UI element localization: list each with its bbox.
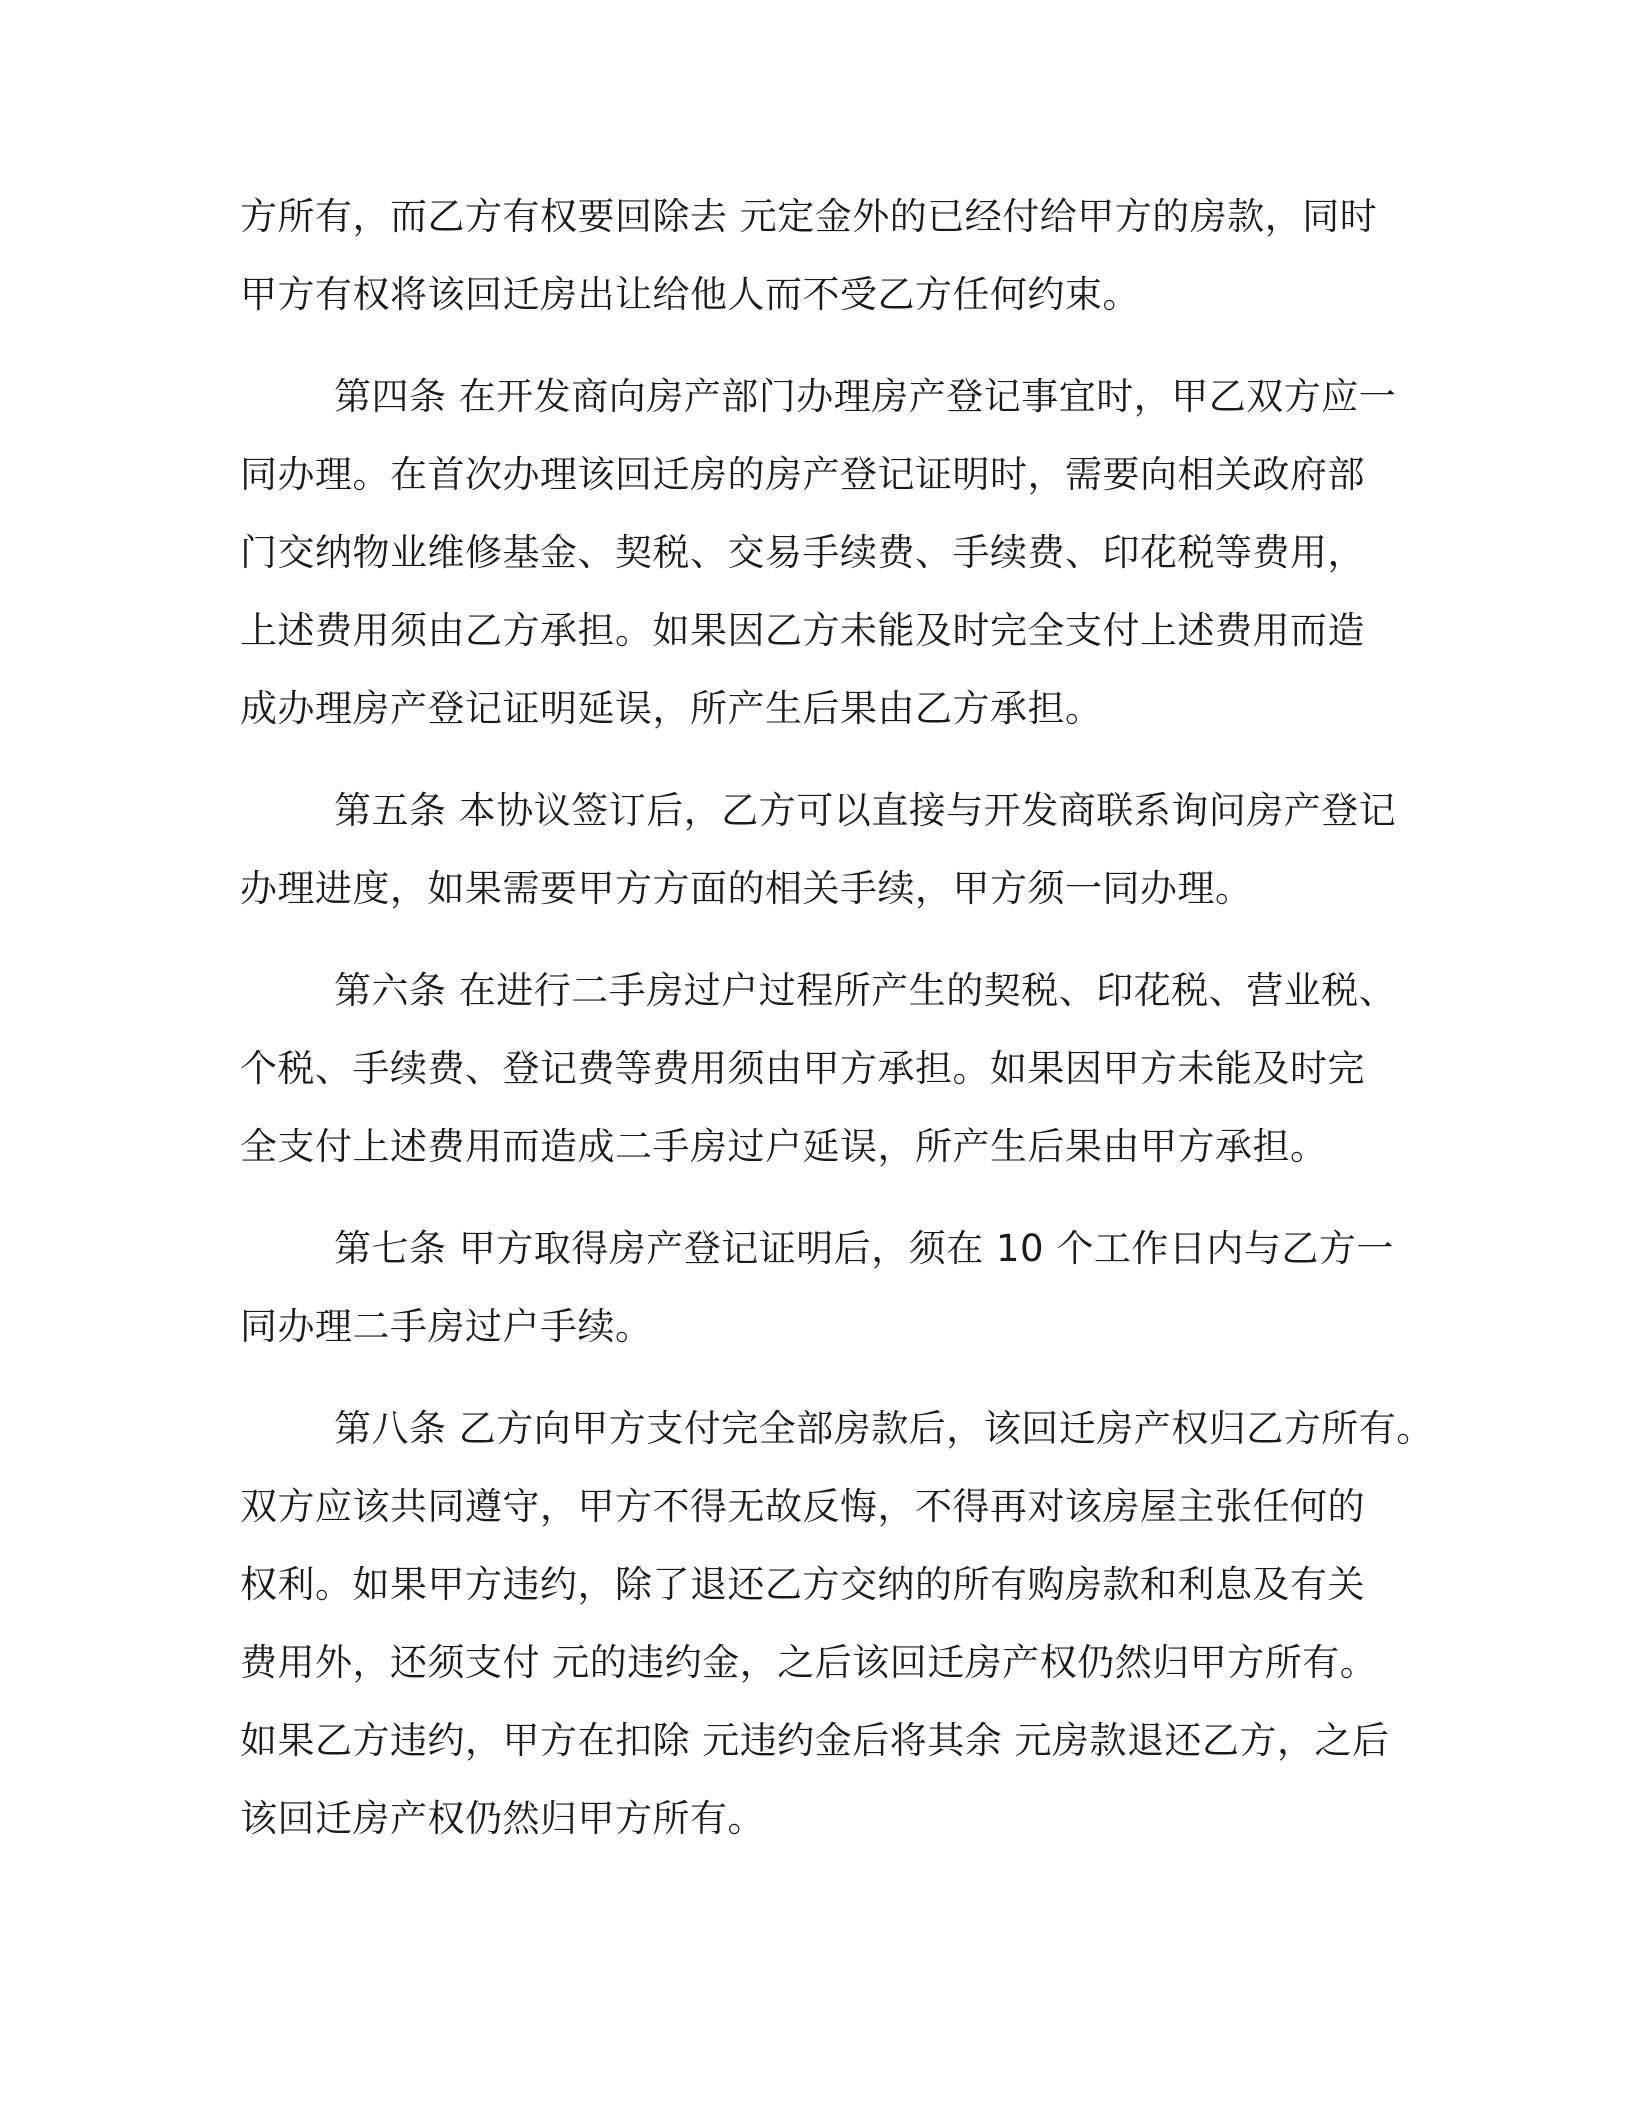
paragraph-article-7: [240, 1210, 1420, 1366]
text-line: 同办理二手房过户手续。: [240, 1305, 653, 1348]
text-line: 上述费用须由乙方承担。如果因乙方未能及时完全支付上述费用而造: [240, 609, 1365, 652]
text-line: 第八条 乙方向甲方支付完全部房款后，该回迁房产权归乙方所有。: [334, 1407, 1434, 1450]
text-line: 权利。如果甲方违约，除了退还乙方交纳的所有购房款和利息及有关: [240, 1563, 1365, 1606]
text-line: 门交纳物业维修基金、契税、交易手续费、手续费、印花税等费用，: [240, 531, 1365, 574]
paragraph-article-4: [240, 358, 1420, 748]
paragraph-continuation: [240, 178, 1420, 334]
text-line: 甲方有权将该回迁房出让给他人而不受乙方任何约束。: [240, 273, 1140, 316]
paragraph-article-5: [240, 772, 1420, 928]
text-line: 办理进度，如果需要甲方方面的相关手续，甲方须一同办理。: [240, 867, 1253, 910]
text-line: 同办理。在首次办理该回迁房的房产登记证明时，需要向相关政府部: [240, 453, 1365, 496]
text-line: 第六条 在进行二手房过户过程所产生的契税、印花税、营业税、: [334, 969, 1397, 1012]
text-line: 双方应该共同遵守，甲方不得无故反悔，不得再对该房屋主张任何的: [240, 1485, 1365, 1528]
text-line: 第四条 在开发商向房产部门办理房产登记事宜时，甲乙双方应一: [334, 375, 1397, 418]
text-line: 第五条 本协议签订后，乙方可以直接与开发商联系询问房产登记: [334, 789, 1397, 832]
paragraph-article-8: [240, 1390, 1434, 1858]
text-line: 成办理房产登记证明延误，所产生后果由乙方承担。: [240, 687, 1103, 730]
text-line: 费用外，还须支付 元的违约金，之后该回迁房产权仍然归甲方所有。: [240, 1641, 1378, 1684]
paragraph-article-6: [240, 952, 1420, 1186]
text-line: 方所有，而乙方有权要回除去 元定金外的已经付给甲方的房款，同时: [240, 195, 1378, 238]
text-line: 如果乙方违约，甲方在扣除 元违约金后将其余 元房款退还乙方，之后: [240, 1719, 1390, 1762]
text-line: 该回迁房产权仍然归甲方所有。: [240, 1797, 765, 1840]
text-line: 第七条 甲方取得房产登记证明后，须在 10 个工作日内与乙方一: [334, 1227, 1394, 1270]
text-line: 全支付上述费用而造成二手房过户延误，所产生后果由甲方承担。: [240, 1125, 1328, 1168]
text-line: 个税、手续费、登记费等费用须由甲方承担。如果因甲方未能及时完: [240, 1047, 1365, 1090]
